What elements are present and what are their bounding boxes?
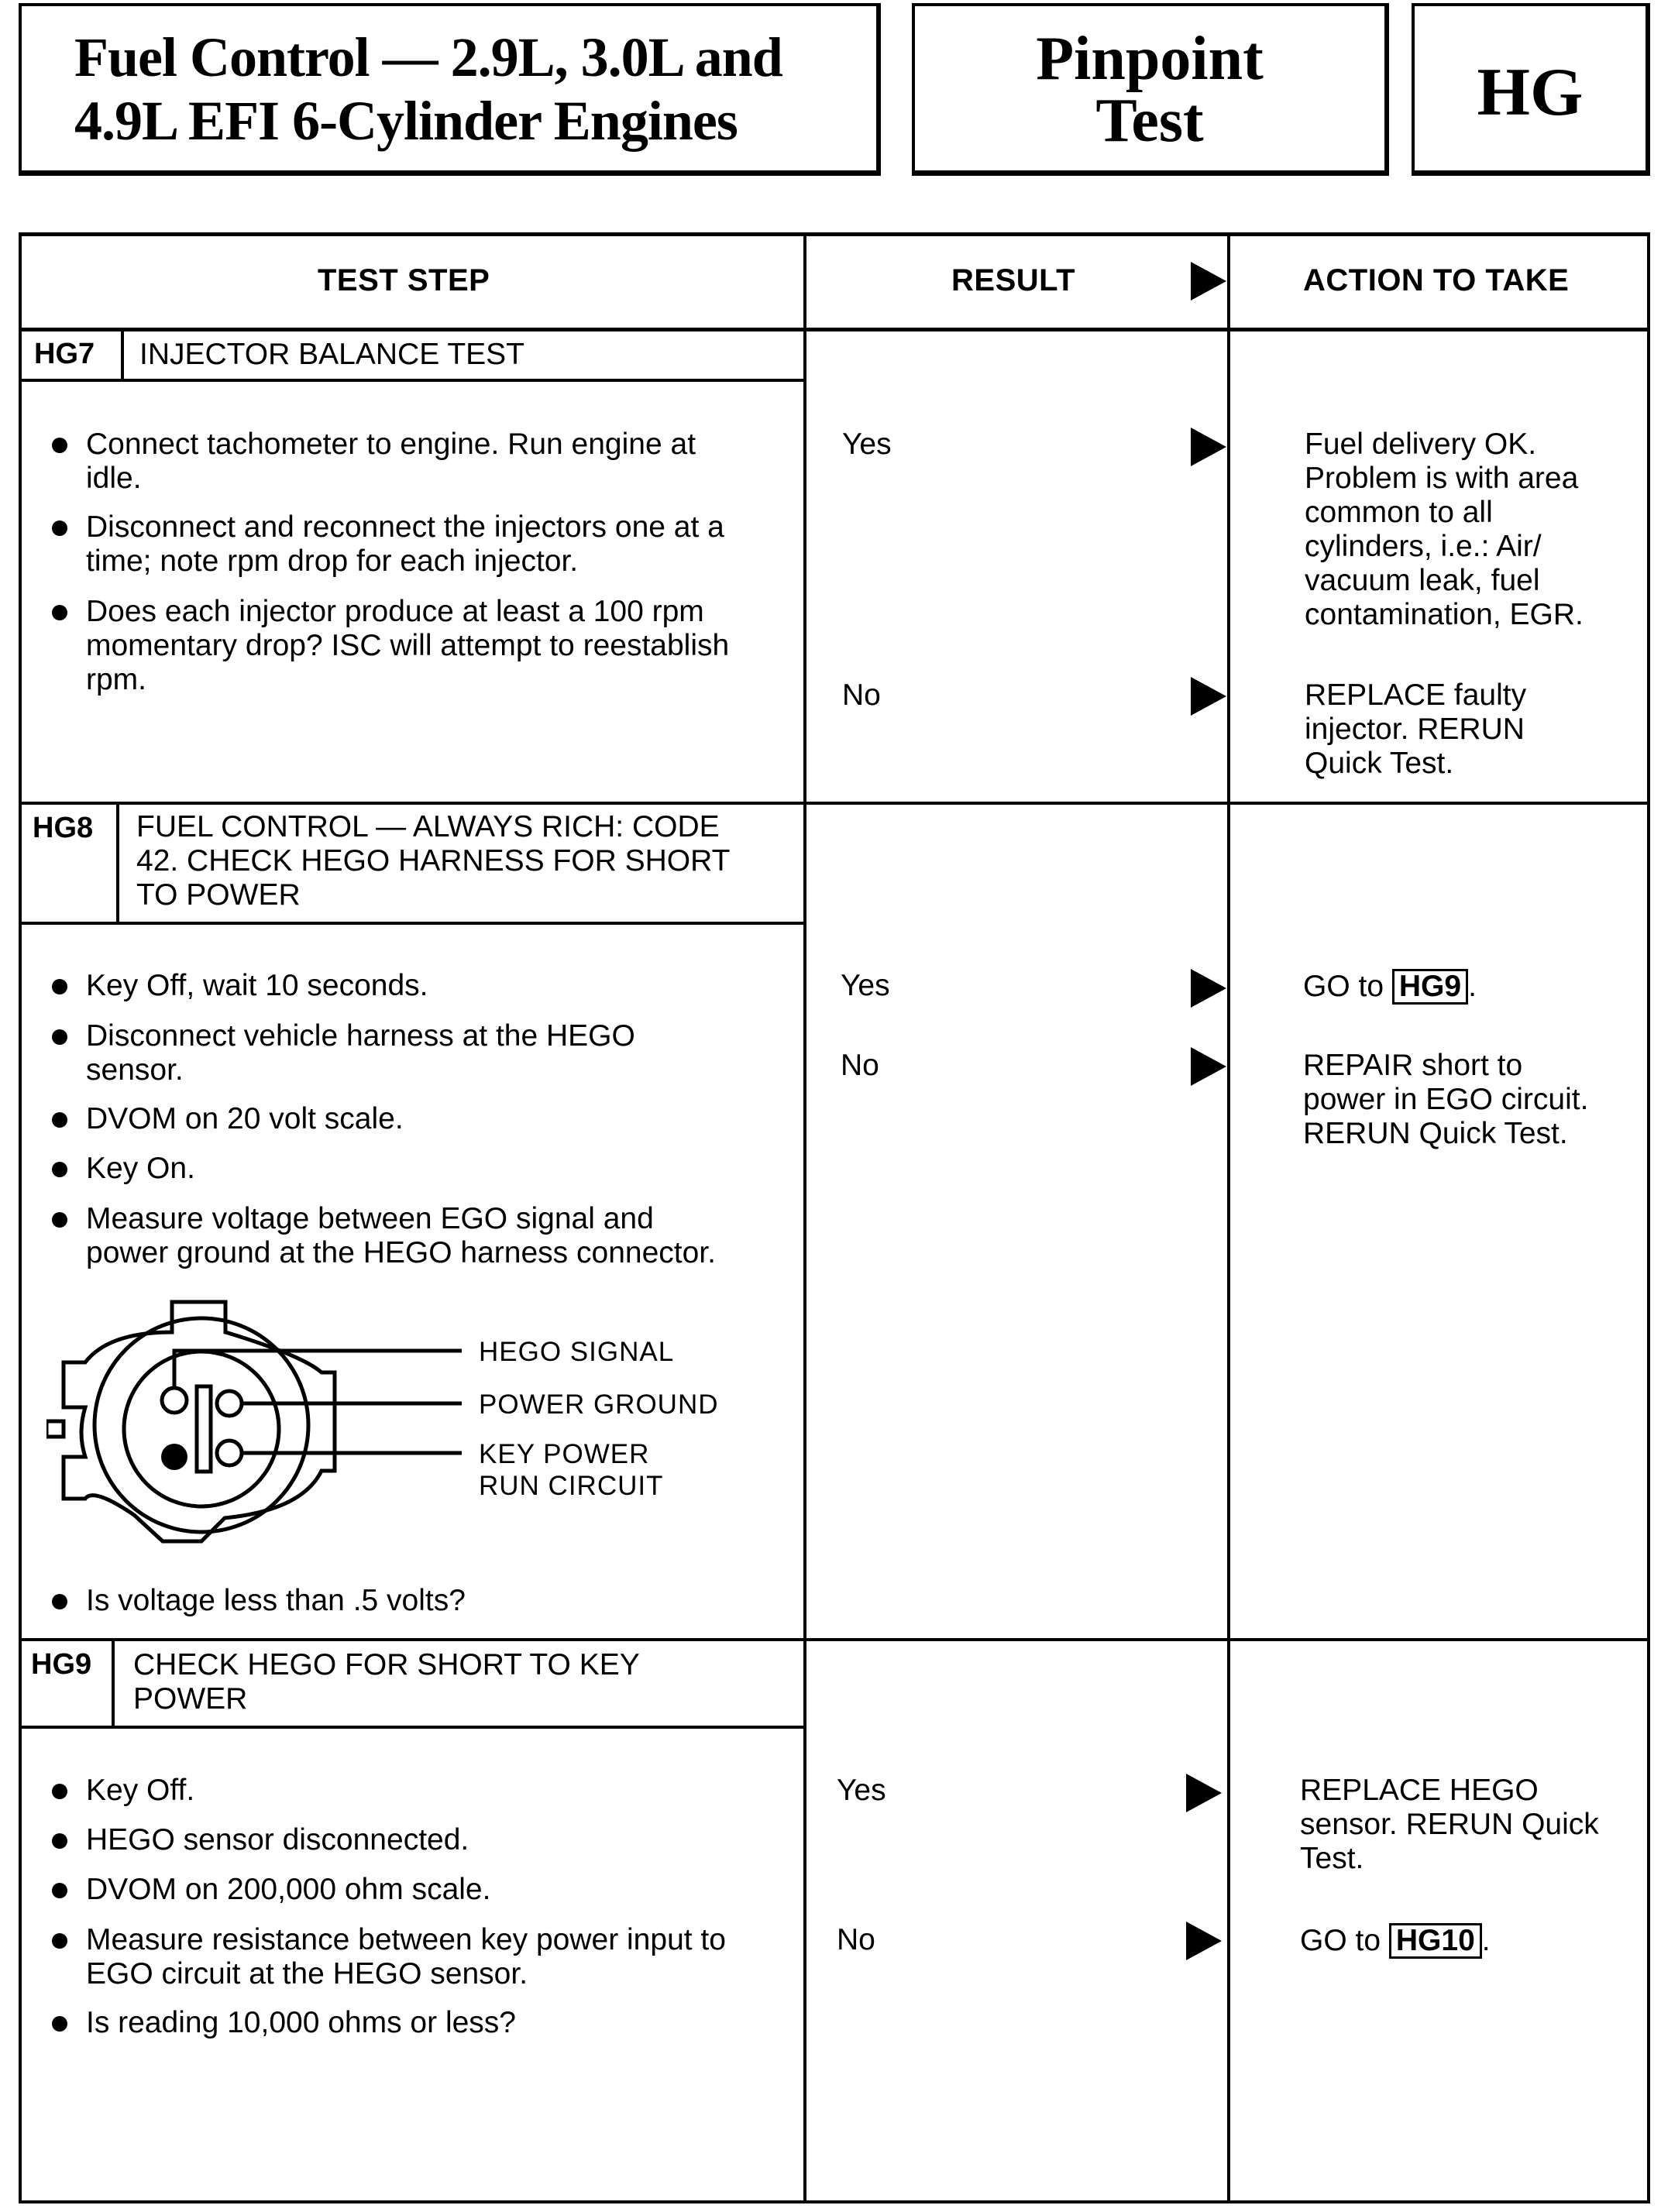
step-divider: [19, 802, 1650, 805]
label-run-circuit: RUN CIRCUIT: [479, 1471, 664, 1501]
step-title-divider: [19, 1726, 805, 1729]
header-divider: [19, 328, 1650, 331]
action-text: Fuel delivery OK. Problem is with area common to all cylinders, i.e.: Air/ vacuum leak, fuel contamination, EGR.: [1305, 428, 1584, 631]
step-title-divider: [19, 379, 805, 382]
result-yes: Yes: [841, 969, 890, 1002]
test-type-line-1: Pinpoint: [1036, 25, 1264, 93]
hego-connector-diagram: [46, 1286, 480, 1549]
step-bullet: Measure resistance between key power input to EGO circuit at the HEGO sensor.: [57, 1923, 726, 1991]
step-divider: [19, 1638, 1650, 1641]
col-action: ACTION TO TAKE: [1303, 263, 1570, 297]
goto-hg10-link[interactable]: HG10: [1389, 1923, 1482, 1959]
action-goto: GO to HG10 .: [1300, 1924, 1491, 1957]
action-text: REPLACE HEGO sensor. RERUN Quick Test.: [1300, 1774, 1599, 1875]
result-no: No: [841, 1049, 879, 1082]
test-type-line-2: Test: [1095, 87, 1204, 155]
col-result: RESULT: [951, 263, 1076, 297]
title-line-2: 4.9L EFI 6-Cylinder Engines: [74, 90, 738, 152]
result-yes: Yes: [842, 428, 892, 461]
label-power-ground: POWER GROUND: [479, 1389, 719, 1420]
column-divider: [1227, 232, 1230, 2203]
action-text: REPLACE faulty injector. RERUN Quick Test.: [1305, 678, 1527, 780]
pin-power-ground: [217, 1391, 242, 1416]
step-title: INJECTOR BALANCE TEST: [139, 338, 525, 371]
step-bullet: Key Off.: [57, 1774, 194, 1808]
result-yes: Yes: [837, 1774, 886, 1807]
step-bullet: Measure voltage between EGO signal and power ground at the HEGO harness connector.: [57, 1202, 716, 1270]
label-key-power: KEY POWER: [479, 1439, 650, 1469]
side-latch: [46, 1421, 64, 1437]
step-bullet: Key Off, wait 10 seconds.: [57, 969, 428, 1003]
pin-hego-signal: [162, 1388, 187, 1413]
step-bullet: Disconnect and reconnect the injectors one at a time; note rpm drop for each injector.: [57, 510, 724, 579]
column-divider: [803, 232, 806, 2203]
center-key: [197, 1386, 211, 1472]
arrow-right-icon: [1186, 1922, 1222, 1960]
step-title: FUEL CONTROL — ALWAYS RICH: CODE 42. CHECK HEGO HARNESS FOR SHORT TO POWER: [136, 810, 731, 912]
step-bullet: HEGO sensor disconnected.: [57, 1823, 469, 1857]
label-hego-signal: HEGO SIGNAL: [479, 1337, 675, 1367]
test-type-box: [912, 3, 1389, 176]
tag-divider: [116, 803, 119, 923]
step-tag: HG8: [33, 812, 94, 844]
step-title: CHECK HEGO FOR SHORT TO KEY POWER: [133, 1648, 640, 1716]
tag-divider: [121, 329, 124, 380]
section-title-box: [19, 3, 881, 176]
arrow-right-icon: [1191, 262, 1226, 301]
test-code-box: [1412, 3, 1650, 176]
step-tag: HG7: [34, 338, 95, 370]
pin-filled: [161, 1444, 187, 1470]
action-goto: GO to HG9 .: [1303, 970, 1477, 1003]
connector-face: [124, 1352, 279, 1506]
pin-key-power: [217, 1441, 242, 1465]
goto-hg9-link[interactable]: HG9: [1392, 969, 1468, 1005]
col-test-step: TEST STEP: [318, 263, 490, 297]
arrow-right-icon: [1191, 428, 1226, 466]
arrow-right-icon: [1186, 1774, 1222, 1812]
step-bullet: DVOM on 20 volt scale.: [57, 1102, 404, 1136]
action-text: REPAIR short to power in EGO circuit. RERUN Quick Test.: [1303, 1049, 1589, 1150]
title-line-1: Fuel Control — 2.9L, 3.0L and: [74, 26, 782, 88]
step-bullet: Is voltage less than .5 volts?: [57, 1584, 466, 1618]
step-bullet: Does each injector produce at least a 100 rpm momentary drop? ISC will attempt to reestablish rpm.: [57, 595, 729, 697]
tag-divider: [112, 1640, 115, 1727]
arrow-right-icon: [1191, 969, 1226, 1008]
result-no: No: [837, 1923, 875, 1956]
result-no: No: [842, 678, 881, 712]
step-bullet: Is reading 10,000 ohms or less?: [57, 2006, 516, 2040]
step-bullet: Disconnect vehicle harness at the HEGO sensor.: [57, 1019, 635, 1087]
step-tag: HG9: [31, 1648, 92, 1681]
step-bullet: Connect tachometer to engine. Run engine at idle.: [57, 428, 696, 496]
arrow-right-icon: [1191, 677, 1226, 716]
step-bullet: DVOM on 200,000 ohm scale.: [57, 1873, 490, 1907]
test-code: HG: [1477, 55, 1584, 130]
step-bullet: Key On.: [57, 1152, 195, 1186]
arrow-right-icon: [1191, 1047, 1226, 1086]
step-title-divider: [19, 922, 805, 925]
